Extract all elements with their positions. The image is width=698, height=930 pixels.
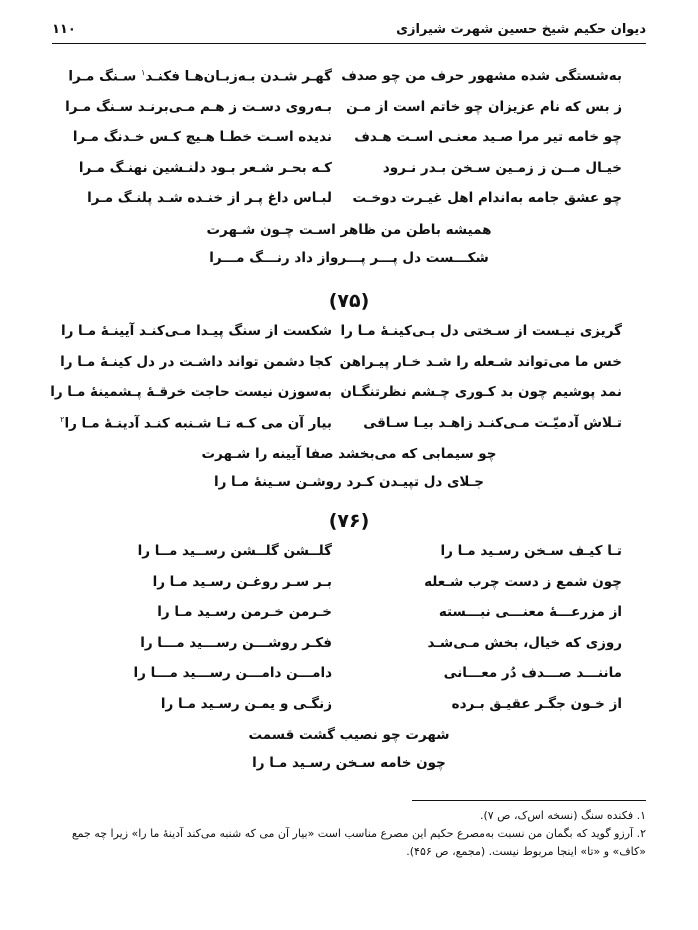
hemistich-first: چون شمع ز دست چرب شـعله xyxy=(424,573,622,590)
footnote-marker: ۱ xyxy=(141,68,146,77)
couplet xyxy=(52,569,646,600)
couplet xyxy=(52,538,646,569)
couplet xyxy=(52,155,646,186)
hemistich-second: دامـــن دامـــن رســـید مـــا را xyxy=(133,665,332,681)
couplet xyxy=(52,660,646,691)
hemistich-second: زنگـی و یمـن رسـید مـا را xyxy=(160,695,332,712)
final-verse-line: همیشه باطن من ظاهر اسـت چـون شـهرت xyxy=(206,221,492,238)
hemistich-first: از مزرعـــهٔ معنـــی نبـــسته xyxy=(438,604,622,620)
couplet xyxy=(52,379,646,410)
ghazal-number: (۷۶) xyxy=(328,510,370,532)
couplet xyxy=(52,410,646,441)
couplet xyxy=(52,630,646,661)
couplet xyxy=(52,94,646,125)
hemistich-second: کجا دشمن تواند داشـت در دل کینـهٔ مـا را xyxy=(60,353,332,370)
page-number: ۱۱۰ xyxy=(52,22,76,37)
hemistich-first: خیـال مــن ز زمـین سـخن بـدر نـرود xyxy=(382,159,622,176)
final-verse-line: شهرت چو نصیب گشت قسمت xyxy=(248,727,450,743)
couplet xyxy=(52,318,646,349)
footnote-rule xyxy=(412,800,646,801)
footnote-marker: ۲ xyxy=(60,414,65,424)
hemistich-first: نمد پوشیم چون بد کـوری چـشم نظرتنگـان xyxy=(340,384,622,400)
ghazal-75 xyxy=(52,284,646,496)
hemistich-second: کـه بحـر شـعر بـود دلنـشین نهنـگ مـرا xyxy=(78,159,332,176)
hemistich-first: روزی که خیال، بخش مـی‌شـد xyxy=(427,634,622,651)
hemistich-second: به‌سوزن نیست حاجت خرقـهٔ پـشمینهٔ مـا را xyxy=(50,384,332,400)
page-header xyxy=(52,18,646,44)
ghazal-continued xyxy=(52,63,646,272)
hemistich-first: تـلاش آدمیّـت مـی‌کنـد زاهـد بیـا سـاقی xyxy=(363,414,622,431)
hemistich-second: گهـر شـدن بـه‌زبـان‌هـا فکنـد$^۱$ سـنگ مـرا xyxy=(68,68,332,85)
couplet xyxy=(52,599,646,630)
header-rule xyxy=(52,43,646,44)
hemistich-second: شکست از سنگ پیـدا مـی‌کنـد آیینـهٔ مـا را xyxy=(60,323,332,339)
hemistich-second: فکـر روشـــن رســـید مـــا را xyxy=(140,634,332,651)
hemistich-first: ز بس که نام عزیزان چو خاتم است از مـن xyxy=(346,98,622,115)
couplet xyxy=(52,185,646,216)
ghazal-number: (۷۵) xyxy=(328,290,370,312)
hemistich-first: از خـون جگـر عقیـق بـرده xyxy=(451,695,622,712)
hemistich-first: به‌شستگی شده مشهور حرف من چو صدف xyxy=(341,68,622,84)
final-verse-line: چون خامه سـخن رسـید مـا را xyxy=(252,755,446,771)
hemistich-second: بیار آن می کـه تـا شـنبه کنـد آدینـهٔ مـا را$^۲$ xyxy=(60,414,332,431)
hemistich-first: خس ما می‌تواند شـعله را شـد خـار پیـراهن xyxy=(339,353,622,370)
hemistich-second: بـه‌روی دسـت ز هـم مـی‌برنـد سـنگ مـرا xyxy=(65,98,332,115)
hemistich-second: لبـاس داغ پـر از خنـده شـد پلنـگ مـرا xyxy=(87,190,332,206)
hemistich-second: گلــشن گلــشن رســید مــا را xyxy=(137,543,332,559)
hemistich-first: چو عشق جامه به‌اندام اهل غیـرت دوخـت xyxy=(352,190,622,206)
footnotes xyxy=(52,807,646,861)
couplet xyxy=(52,124,646,155)
hemistich-first: ماننـــد صـــدف دُر معـــانی xyxy=(443,665,622,681)
book-title: دیوان حکیم شیخ حسین شهرت شیرازی xyxy=(396,22,646,37)
hemistich-first: چو خامه تیر مرا صـید معنـی اسـت هـدف xyxy=(354,129,622,145)
ghazal-76 xyxy=(52,504,646,777)
couplet xyxy=(52,349,646,380)
hemistich-second: ندیده اسـت خطـا هـیچ کـس خـدنگ مـرا xyxy=(72,129,332,145)
hemistich-first: تـا کیـف سـخن رسـید مـا را xyxy=(440,543,622,559)
hemistich-second: خـرمن خـرمن رسـید مـا را xyxy=(157,604,332,620)
final-verse-line: شکـــست دل پـــر پـــرواز داد رنـــگ مـــرا xyxy=(209,249,489,266)
hemistich-second: بـر سـر روغـن رسـید مـا را xyxy=(152,573,332,590)
final-verse-line: چو سیمابی که می‌بخشد صفا آیینه را شـهرت xyxy=(201,446,497,462)
final-verse-line: جـلای دل تپیـدن کـرد روشـن سـینهٔ مـا را xyxy=(213,474,485,490)
hemistich-first: گریزی نیـست از سـختی دل بـی‌کینـهٔ مـا را xyxy=(340,323,622,339)
footnote: ۱. فکنده سنگ (نسخه اس‌ک، ص ۷). xyxy=(479,809,646,822)
couplet xyxy=(52,63,646,94)
footnote: ۲. آرزو گوید که بگمان من نسبت به‌مصرع حکیم این مصرع مناسب است «بیار آن می که شنبه می‌کند آدینهٔ ما را» زیرا چه جمع «کاف» و «تا» اینجا مربوط نیست. (مجمع، ص ۴۵۶). xyxy=(71,827,646,858)
couplet xyxy=(52,691,646,722)
